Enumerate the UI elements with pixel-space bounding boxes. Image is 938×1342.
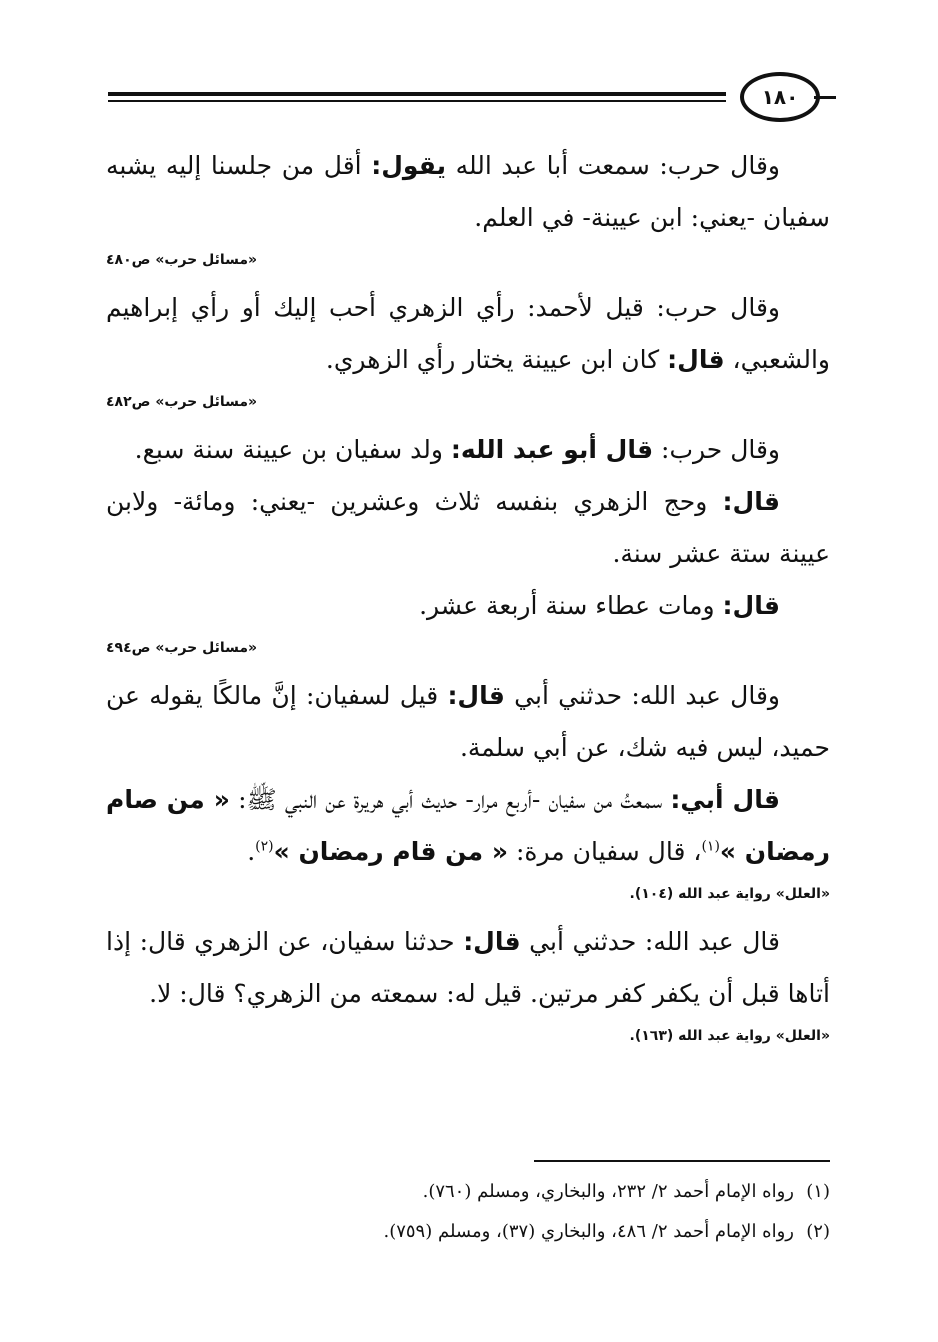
text-run: وقال عبد الله: حدثني أبي <box>504 681 780 710</box>
footnotes <box>106 1172 830 1252</box>
bold-text: قال أبو عبد الله: <box>450 435 654 464</box>
text-run: أقل من جلسنا إليه يشبه سفيان -يعني: ابن عيينة- في العلم. <box>106 151 830 232</box>
text-run: وقال حرب: <box>653 435 780 464</box>
paragraph <box>106 282 830 386</box>
paragraph <box>106 424 830 476</box>
source-citation: «العلل» رواية عبد الله (١٦٣). <box>629 1028 830 1044</box>
text-run: . <box>247 837 256 866</box>
footnote-number: (١) <box>806 1181 830 1202</box>
text-run: وقال حرب: قيل لأحمد: رأي الزهري أحب إليك أو رأي إبراهيم والشعبي، <box>106 293 830 374</box>
header-thick-rule <box>108 92 726 96</box>
paragraph <box>106 916 830 1020</box>
paragraph <box>106 140 830 244</box>
bold-text: قال: <box>463 927 521 956</box>
paragraph <box>106 774 830 878</box>
paragraph <box>106 580 830 632</box>
footnote-number: (٢) <box>806 1221 830 1242</box>
header-thin-rule <box>108 100 726 102</box>
footnote-ref: (١) <box>701 838 720 855</box>
footnote-text: رواه الإمام أحمد ٢/ ٢٣٢، والبخاري، ومسلم (٧٦٠). <box>422 1181 794 1202</box>
page-header <box>108 72 836 124</box>
text-run: كان ابن عيينة يختار رأي الزهري. <box>325 345 668 374</box>
bold-text: قال: <box>722 591 780 620</box>
source-citation: «مسائل حرب» ص٤٨٢ <box>106 394 258 410</box>
text-run: ، قال سفيان مرة: <box>508 837 702 866</box>
footnote-text: رواه الإمام أحمد ٢/ ٤٨٦، والبخاري (٣٧)، ومسلم (٧٥٩). <box>383 1221 794 1242</box>
text-run: ومات عطاء سنة أربعة عشر. <box>419 591 723 620</box>
bold-text: قال: <box>722 487 780 516</box>
main-text <box>106 140 830 1058</box>
text-run: سمعتُ من سفيان -أربع مرار- حديث أبي هريرة عن النبي ﷺ: <box>229 785 671 814</box>
bold-text: « من صام رمضان » <box>106 785 830 866</box>
bold-text: قال: <box>667 345 725 374</box>
source-citation: «مسائل حرب» ص٤٨٠ <box>106 252 258 268</box>
footnote <box>106 1212 830 1252</box>
bold-text: قال: <box>447 681 505 710</box>
paragraph <box>106 670 830 774</box>
bold-text: قال أبي: <box>670 785 780 814</box>
text-run: وقال حرب: سمعت أبا عبد الله <box>445 151 780 180</box>
footnote <box>106 1172 830 1212</box>
bold-text: « من قام رمضان » <box>273 837 509 866</box>
source-citation: «مسائل حرب» ص٤٩٤ <box>106 640 258 656</box>
text-run: قيل لسفيان: إنَّ مالكًا يقوله عن حميد، ليس فيه شك، عن أبي سلمة. <box>106 681 830 762</box>
page-number: ١٨٠ <box>740 72 820 122</box>
text-run: قال عبد الله: حدثني أبي <box>520 927 781 956</box>
footnote-separator <box>534 1160 830 1162</box>
bold-text: يقول: <box>371 151 446 180</box>
footnote-ref: (٢) <box>255 838 274 855</box>
text-run: حدثنا سفيان، عن الزهري قال: إذا أتاها قبل أن يكفر كفر مرتين. قيل له: سمعته من الزهري؟ قال: لا. <box>106 927 830 1008</box>
paragraph <box>106 476 830 580</box>
text-run: ولد سفيان بن عيينة سنة سبع. <box>134 435 451 464</box>
text-run: وحج الزهري بنفسه ثلاث وعشرين -يعني: ومائة- ولابن عيينة ستة عشر سنة. <box>106 487 830 568</box>
source-citation: «العلل» رواية عبد الله (١٠٤). <box>629 886 830 902</box>
